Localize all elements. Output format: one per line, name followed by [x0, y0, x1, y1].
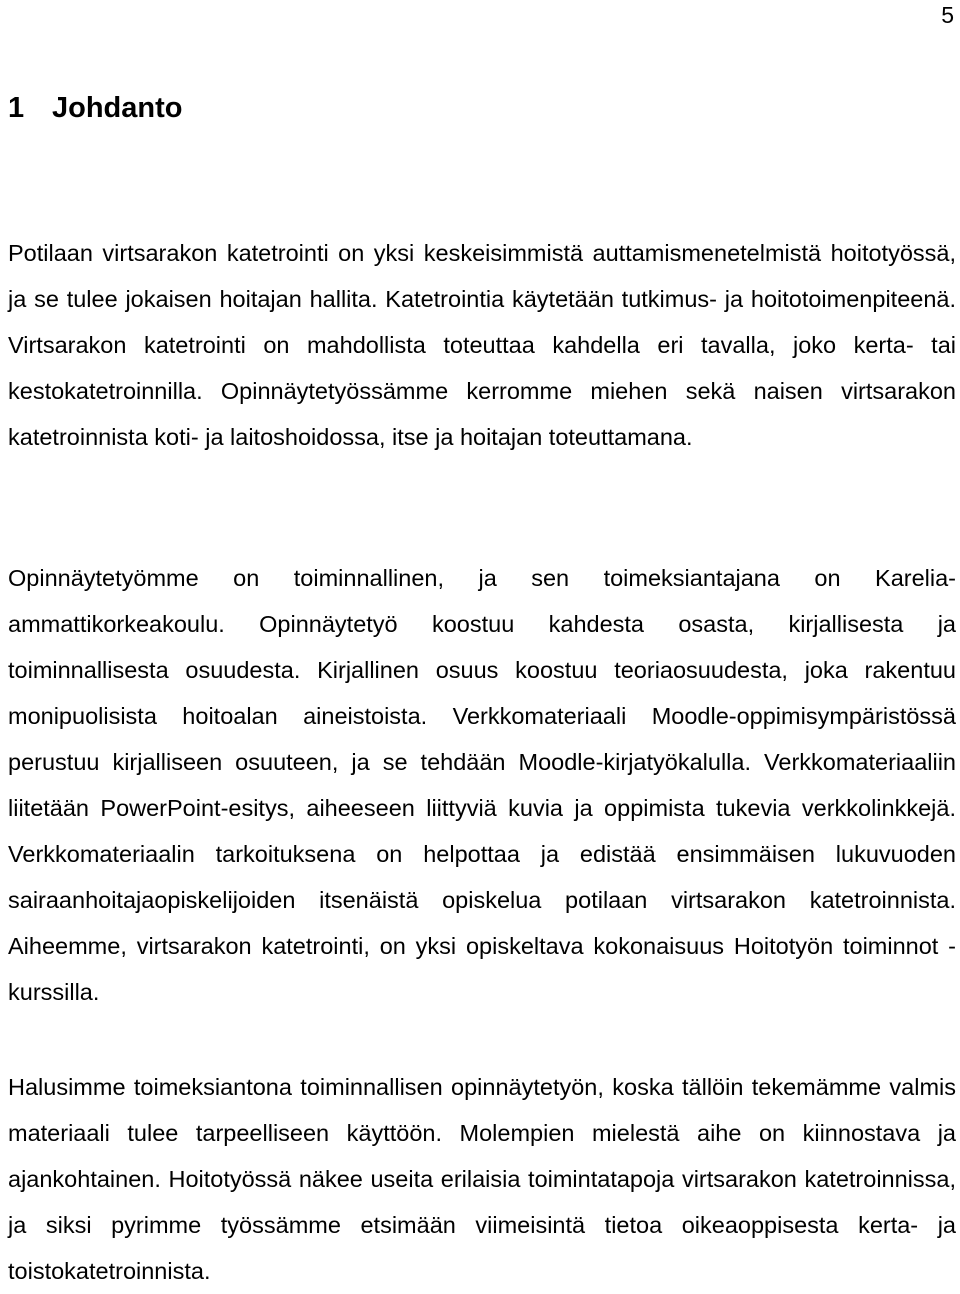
- page-number: 5: [941, 2, 954, 28]
- paragraph-3: [8, 1064, 956, 1294]
- paragraph-2: [8, 555, 956, 1015]
- paragraph-1: [8, 230, 956, 460]
- paragraph-text: Opinnäytetyömme on toiminnallinen, ja sen toimeksiantajana on Karelia-ammattikorkeakoulu. Opinnäytetyö koostuu kahdesta osasta, kirjallisesta ja toiminnallisesta osuudesta. Kirjallinen osuus koostuu teoriaosuudesta, joka rakentuu monipuolisista hoitoalan aineistoista. Verkkomateriaali Moodle-oppimisympäristössä perustuu kirjalliseen osuuteen, ja se tehdään Moodle-kirjatyökalulla. Verkkomateriaaliin liitetään PowerPoint-esitys, aiheeseen liittyviä kuvia ja oppimista tukevia verkkolinkkejä. Verkkomateriaalin tarkoituksena on helpottaa ja edistää ensimmäisen lukuvuoden sairaanhoitajaopiskelijoiden itsenäistä opiskelua potilaan virtsarakon katetroinnista. Aiheemme, virtsarakon katetrointi, on yksi opiskeltava kokonaisuus Hoitotyön toiminnot -kurssilla.: [8, 565, 956, 1005]
- chapter-number: 1: [8, 92, 25, 124]
- chapter-title: Johdanto: [52, 92, 183, 124]
- paragraph-text: Halusimme toimeksiantona toiminnallisen opinnäytetyön, koska tällöin tekemämme valmis materiaali tulee tarpeelliseen käyttöön. Molempien mielestä aihe on kiinnostava ja ajankohtainen. Hoitotyössä näkee useita erilaisia toimintatapoja virtsarakon katetroinnissa, ja siksi pyrimme työssämme etsimään viimeisintä tietoa oikeaoppisesta kerta- ja toistokatetroinnista.: [8, 1074, 956, 1284]
- chapter-heading: [8, 88, 183, 128]
- paragraph-text: Potilaan virtsarakon katetrointi on yksi keskeisimmistä auttamismenetelmistä hoitotyössä, ja se tulee jokaisen hoitajan hallita. Katetrointia käytetään tutkimus- ja hoitotoimenpiteenä. Virtsarakon katetrointi on mahdollista toteuttaa kahdella eri tavalla, joko kerta- tai kestokatetroinnilla. Opinnäytetyössämme kerromme miehen sekä naisen virtsarakon katetroinnista koti- ja laitoshoidossa, itse ja hoitajan toteuttamana.: [8, 240, 956, 450]
